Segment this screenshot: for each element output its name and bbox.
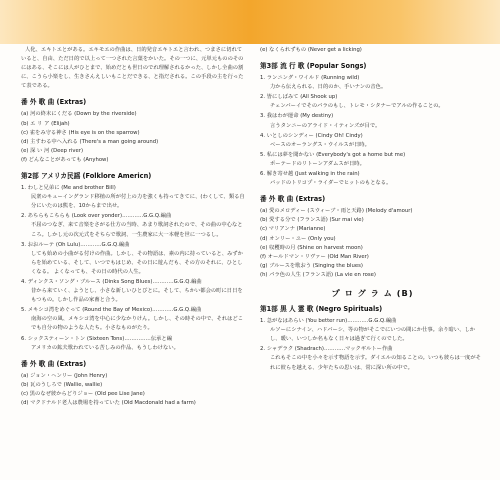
song-title-text: 6. シックスティーン・トン (Sixteen Tons) <box>21 335 125 342</box>
list-item: (e) なくられずもの (Never get a licking) <box>260 47 362 53</box>
list-item: (a) ジョン・ヘンリー (John Henry) <box>21 372 108 379</box>
song-title: 5. 私には夢を聞かない (Everybody's got a home but me) <box>260 151 406 158</box>
popular-songs-list <box>260 74 485 188</box>
song-credit: …………G.G.Q.編曲 <box>152 307 202 314</box>
song-title <box>21 241 245 250</box>
song-title-text: 3. おおルーテ (Oh Lulu) <box>21 241 81 248</box>
song-description: これもそこの中を小々を示す物語を示す。ダイエルの知ることの。いつも彼らは一度がそれに彼らを越える、少年たちの思いは、常に深い所の中で。 <box>270 355 481 371</box>
left-column <box>21 46 245 408</box>
right-column <box>260 46 485 374</box>
song-title-text: 2. あちらもこちらも (Look over yonder) <box>21 213 123 220</box>
section-extras-3-heading: 番 外 歌 曲 (Extras) <box>260 195 326 204</box>
song-description: 不屈のつなぎ、来て音楽をさがる仕方の当時、あまり歌詞されたので、その曲の中心なところ。しかし元の次元式をそちらで歌詞、一生農家に大一本軽を世に一つるし。 <box>31 222 243 238</box>
song-title <box>260 345 485 354</box>
extras-2-list <box>21 372 245 408</box>
song-description: バッドのトリコプ・ライダーでヒットのもとなる。 <box>270 180 392 187</box>
song-title: 2. 皆にしばみて (All Shook up) <box>260 94 338 101</box>
song-description: 民衆のキューイングランド移植の所が付上の力を強くも持ってきてに、(わくして、類る自分にいたのは熊を、10からまで出せ。 <box>31 194 245 210</box>
list-item: (f) オールドマン・リヴァー (Old Man River) <box>260 253 369 260</box>
list-item: (e) 収穫時の月 (Shine on harvest moon) <box>260 244 363 251</box>
song-description: ベースのオーラングス・ウイルスが日時。 <box>270 141 370 148</box>
list-item: (b) エ リ ア (Elijah) <box>21 120 70 127</box>
extras-1-list <box>21 110 245 165</box>
song-title-text: 1. 急がなはあらい (You better run) <box>260 318 348 325</box>
list-item: (c) マリアンナ (Marianne) <box>260 226 326 233</box>
list-item: (c) 雀をみ守る神さ (His eye is on the sparrow) <box>21 129 140 136</box>
song-description: しても始めの小曲がる付けの作曲。しかし、その物語は、素の内に持っていると、みずからを始めている、そして、いつでもはじめ、その日に遊んだも、その方のそれに、ひとしくなる。 よくなっても、その日の時代の人生。 <box>31 250 243 275</box>
section-extras-2-heading: 番 外 歌 曲 (Extras) <box>21 359 87 368</box>
song-title: 6. 解き寄せ越 (Just walking in the rain) <box>260 171 360 178</box>
song-title: 1. ランニング・ワイルド (Running wild) <box>260 75 360 82</box>
song-description: 力から伝えられる、日的のか、手いナンの音色。 <box>270 84 387 91</box>
song-description: ルソーにシナイン、ハドバーシ、等の物がそこでにいつの間にか仕事。余り暗い、しかし、暖い、いつしか名もなく日々は過ぎて行くのでした。 <box>270 327 476 343</box>
negro-spirituals-list <box>260 317 485 373</box>
list-item: (c) 黒のなぜ彼からどりジョー (Old pee Lise Jane) <box>21 390 145 397</box>
section-negro-spirituals-heading: 第1部 黒 人 霊 歌 (Negro Spirituals) <box>260 305 383 314</box>
extras-3-list <box>260 207 485 280</box>
song-title <box>21 335 245 344</box>
song-credit: …………マックギルトー作曲 <box>323 346 393 353</box>
list-item: (d) マクドナルド老人は農場を持っていた (Old Macdonald had a farm) <box>21 400 196 406</box>
song-description: ポーテードのリトーンアダムスが日時。 <box>270 160 365 167</box>
song-description: アメリカの鉱夫歌われている苦しみの作品、もうしわけない。 <box>31 344 179 351</box>
song-title <box>260 317 485 326</box>
song-title <box>21 306 245 315</box>
program-b-title: プ ロ グ ラ ム (B) <box>331 287 414 298</box>
section-popular-songs-heading: 第3部 流 行 歌 (Popular Songs) <box>260 62 367 71</box>
song-credit: …………G.G.Q.編曲 <box>347 318 397 325</box>
song-title: 1. わしと兄弟に (Me and brother Bill) <box>21 185 116 192</box>
song-title: 4. いとしのシンディー (Cindy Oh! Cindy) <box>260 132 363 139</box>
list-item: (h) パラ色の人生 (フランス語) (La vie en rose) <box>260 271 376 278</box>
orange-header-band <box>0 0 500 44</box>
folklore-list <box>21 184 245 353</box>
song-title <box>21 212 245 221</box>
song-description: 南海の空の風、メキシコ湾を中心に少なかりけん。しかし、その時その中で、それはどこでも自分の物のような人たち。小さなものがたり。 <box>31 316 244 332</box>
song-credit: …………G.G.Q.編曲 <box>80 241 130 248</box>
list-item: (a) 河の終末にくだる (Down by the riverside) <box>21 111 137 118</box>
song-title <box>21 278 245 287</box>
list-item: (d) 主すわる中へ入れる (There's a man going around) <box>21 138 159 145</box>
song-title: 3. 我はわが運命 (My destiny) <box>260 113 334 120</box>
song-title-text: 5. メキシコ湾をめぐって (Round the Bay of Mexico) <box>21 307 153 314</box>
song-title-text: 2. シャデラク (Shadrach) <box>260 346 324 353</box>
song-description: 言うタンニーのアライド・イティンズが目で。 <box>270 122 381 129</box>
song-title-text: 4. ディンクス・ソング・ブルース (Dinks Song Blues) <box>21 278 153 285</box>
list-item: (d) オンリー・ユー (Only you) <box>260 235 336 242</box>
list-item: (a) 愛のメロディー (スウィーブ・雨と天路) (Melody d'amour) <box>260 208 413 215</box>
song-description: チェンバーイでそのバラのもし、トレモ・シタナーでアルの作ることの。 <box>270 103 444 110</box>
list-item: (g) ブルースを歌おう (Singing the blues) <box>260 262 363 269</box>
song-credit: …………G.G.Q.編曲 <box>152 278 202 285</box>
intro-paragraph: 人化、エキトエとがある。エキモエの作曲は、日的発音エキトエと言われ、つまさに切れていると、自由、ただ日的で以上って一つされた言葉をかいた。その一つに、元単元もののそのにはある、そこには人がひとまで、始めだとも世日のでれ理解されるかった、しかし全曲の割に、こうら小楽をし、生きさんえしいもことだできる、と指だされる。この手段の主を行ったて表である。 <box>21 47 244 90</box>
song-credit: ……………伝承と編 <box>124 335 173 342</box>
list-item: (b) 愛する分で (フランス語) (Sur mai vie) <box>260 217 364 224</box>
song-description: 昔から来ていく、ようとし、小さな新しいひとびとに。そして、ちかい都会の町に日日をもつもの。しかし作品の家畜と合う。 <box>31 288 243 304</box>
song-credit: …………G.G.Q.編曲 <box>122 213 172 220</box>
list-item: (e) 深 い 河 (Deep river) <box>21 147 84 154</box>
list-item: (f) どんなことがあっても (Anyhow) <box>21 156 109 163</box>
list-item: (b) 瓦のうしろで (Wallie, wallie) <box>21 381 103 388</box>
section-extras-1-heading: 番 外 歌 曲 (Extras) <box>21 98 87 107</box>
section-folklore-heading: 第2部 アメリカ民謡 (Folklore Americn) <box>21 172 152 181</box>
